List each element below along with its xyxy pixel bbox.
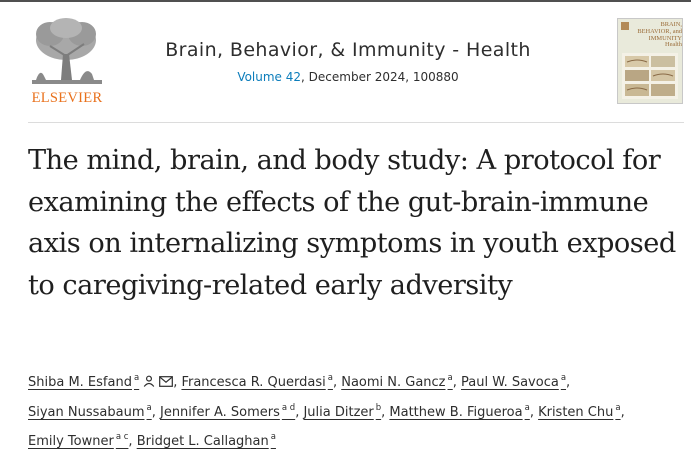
author-affiliation: a bbox=[327, 373, 333, 383]
journal-cover-thumbnail[interactable] bbox=[617, 18, 683, 104]
author-link[interactable] bbox=[28, 434, 128, 449]
cover-title: BRAIN, BEHAVIOR, and IMMUNITY Health bbox=[637, 21, 682, 49]
article-header bbox=[28, 16, 684, 108]
author-affiliation: a bbox=[560, 373, 567, 383]
author-separator: , bbox=[295, 405, 304, 420]
author-affiliation: a c bbox=[115, 432, 129, 442]
author-name: Matthew B. Figueroa bbox=[389, 405, 523, 420]
author-affiliation: a bbox=[615, 403, 621, 413]
author-link[interactable] bbox=[389, 405, 529, 420]
author-name: Bridget L. Callaghan bbox=[136, 434, 269, 449]
author-name: Kristen Chu bbox=[538, 405, 614, 420]
elsevier-wordmark: ELSEVIER bbox=[31, 90, 103, 106]
person-icon bbox=[143, 372, 155, 396]
author-separator: , bbox=[173, 375, 182, 390]
author-separator: , bbox=[566, 375, 571, 390]
author-name: Paul W. Savoca bbox=[461, 375, 559, 390]
author-link[interactable] bbox=[538, 405, 621, 420]
author-affiliation: a bbox=[133, 373, 140, 383]
author-link[interactable] bbox=[461, 375, 566, 390]
cover-badge-icon bbox=[621, 22, 629, 30]
author-link[interactable] bbox=[181, 375, 333, 390]
author-list bbox=[28, 366, 684, 454]
author-affiliation: a bbox=[270, 432, 276, 442]
author-name: Jennifer A. Somers bbox=[159, 405, 280, 420]
journal-title[interactable]: Brain, Behavior, & Immunity - Health bbox=[165, 39, 531, 61]
issue-info: , December 2024, 100880 bbox=[301, 70, 459, 84]
author-name: Francesca R. Querdasi bbox=[181, 375, 326, 390]
author-name: Julia Ditzer bbox=[303, 405, 374, 420]
cover-image-icon bbox=[622, 53, 678, 99]
article-title: The mind, brain, and body study: A protocol for examining the effects of the gut-brain-immune axis on internalizing symptoms in youth exposed to caregiving-related early adversity bbox=[28, 145, 676, 301]
author-separator: , bbox=[620, 405, 625, 420]
author-separator: , bbox=[452, 375, 461, 390]
author-link[interactable] bbox=[341, 375, 453, 390]
header-divider bbox=[28, 122, 684, 123]
envelope-icon bbox=[159, 372, 173, 396]
elsevier-logo[interactable] bbox=[28, 16, 106, 108]
elsevier-tree-icon bbox=[28, 16, 106, 90]
author-separator: , bbox=[529, 405, 539, 420]
author-affiliation: b bbox=[375, 403, 382, 413]
author-affiliation: a bbox=[146, 403, 152, 413]
author-link[interactable] bbox=[160, 405, 295, 420]
author-name: Emily Towner bbox=[28, 434, 114, 449]
author-separator: , bbox=[128, 434, 137, 449]
journal-info bbox=[148, 39, 548, 84]
author-separator: , bbox=[381, 405, 390, 420]
journal-meta bbox=[148, 70, 548, 84]
author-link[interactable] bbox=[137, 434, 276, 449]
author-affiliation: a bbox=[447, 373, 453, 383]
author-affiliation: a d bbox=[281, 403, 296, 413]
author-separator: , bbox=[151, 405, 160, 420]
author-name: Siyan Nussabaum bbox=[28, 405, 145, 420]
author-link[interactable] bbox=[28, 405, 152, 420]
author-link[interactable] bbox=[303, 405, 381, 420]
top-rule bbox=[0, 0, 691, 2]
author-affiliation: a bbox=[524, 403, 530, 413]
author-name: Naomi N. Gancz bbox=[341, 375, 446, 390]
author-separator: , bbox=[332, 375, 342, 390]
author-link[interactable] bbox=[28, 375, 173, 390]
author-name: Shiba M. Esfand bbox=[28, 375, 132, 390]
volume-link[interactable]: Volume 42 bbox=[237, 70, 302, 84]
